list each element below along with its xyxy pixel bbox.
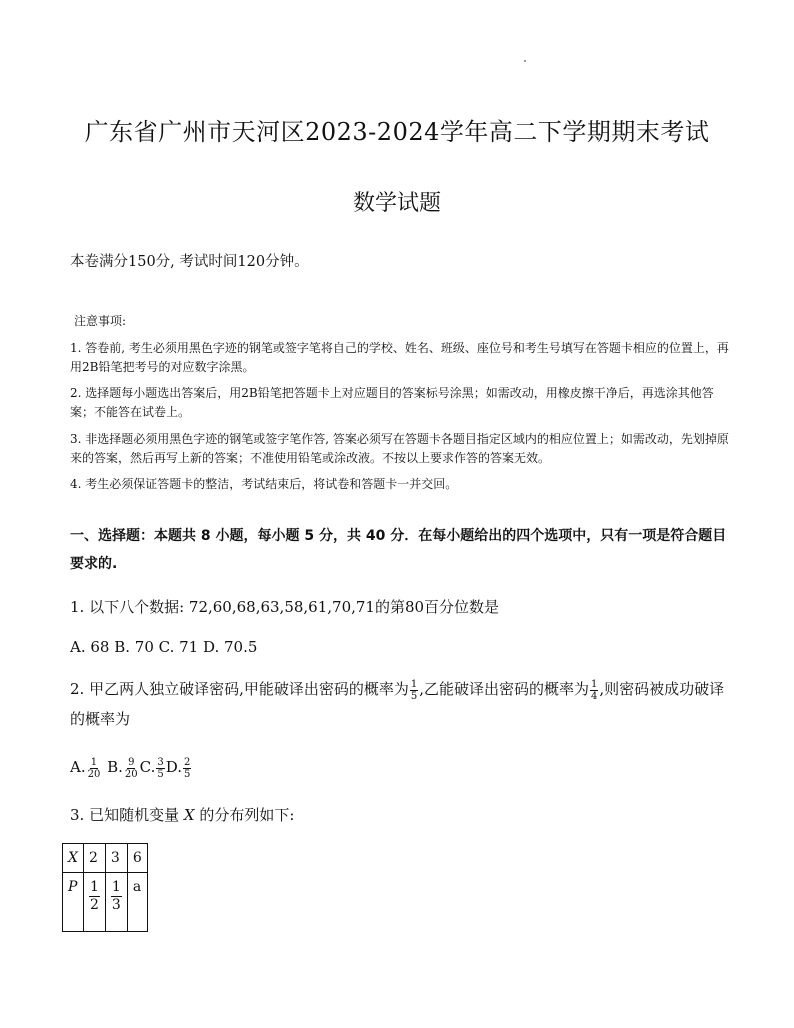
q2-option-b-num: 9 [128,756,135,768]
q2-option-d-den: 5 [184,768,191,780]
q2-option-d-num: 2 [184,756,191,768]
q3-text-2: 的分布列如下: [199,806,295,824]
q3-text-1: 3. 已知随机变量 [70,806,180,824]
table-fraction-num: 1 [111,879,121,895]
table-cell-x-6: 6 [127,844,147,873]
notice-item-2: 2. 选择题每小题选出答案后，用2B铅笔把答题卡上对应题目的答案标号涂黑；如需改动，用橡皮擦干净后，再选涂其他答案；不能答在试卷上。 [70,386,714,419]
table-cell-x-2: 2 [83,844,105,873]
table-cell-p-label: P [63,873,84,932]
scan-dot [524,60,526,62]
table-cell-x-3: 3 [105,844,127,873]
exam-title: 广东省广州市天河区2023-2024学年高二下学期期末考试 [84,118,710,146]
table-fraction-den: 3 [111,897,121,913]
question-1-options: A. 68 B. 70 C. 71 D. 70.5 [70,638,258,656]
table-cell-x-label: X [63,844,84,873]
table-fraction-den: 2 [89,897,99,913]
q3-variable: X [183,806,195,824]
q2-option-a-fraction [87,757,102,780]
question-3-stem [70,800,730,830]
notice-item-1: 1. 答卷前, 考生必须用黑色字迹的钢笔或签字笔将自己的学校、姓名、班级、座位号和考生号填写在答题卡相应的位置上，再用2B铅笔把考号的对应数字涂黑。 [70,341,729,374]
exam-subtitle: 数学试题 [352,191,441,216]
q2-option-c-label: C. [139,758,156,776]
table-cell-p-1 [83,873,105,932]
q2-option-d-label: D. [165,758,183,776]
q2-text-2: ,乙能破译出密码的概率为 [419,680,590,698]
table-cell-p-2 [105,873,127,932]
q2-option-c-num: 3 [157,756,164,768]
q2-option-a-den: 20 [87,768,101,780]
question-1-stem: 1. 以下八个数据: 72,60,68,63,58,61,70,71的第80百分位数是 [70,598,500,616]
q2-fraction-1-den: 5 [410,690,418,702]
exam-intro: 本卷满分150分, 考试时间120分钟。 [70,254,309,270]
q2-option-c-den: 5 [157,768,164,780]
q2-option-b-den: 20 [124,768,138,780]
q2-option-b-fraction [124,757,139,780]
notice-item-3: 3. 非选择题必须用黑色字迹的钢笔或签字笔作答, 答案必须写在答题卡各题目指定区域内的相应位置上；如需改动，先划掉原来的答案，然后再写上新的答案；不准使用铅笔或涂改液。不按以上要求作答的答案无效。 [70,432,729,465]
q2-text-3: ,则密码被成功破译的概率为 [70,680,725,728]
q2-option-a-num: 1 [90,756,98,768]
q2-fraction-1 [410,679,418,702]
q2-option-d-fraction [183,757,191,780]
q2-fraction-1-num: 1 [410,678,418,690]
q2-fraction-2-den: 4 [591,690,598,702]
section-heading: 一、选择题：本题共 8 小题，每小题 5 分，共 40 分．在每小题给出的四个选项中，只有一项是符合题目要求的. [70,528,727,572]
table-fraction [89,879,100,914]
table-fraction-num: 1 [89,879,99,895]
notice-item-4: 4. 考生必须保证答题卡的整洁，考试结束后，将试卷和答题卡一并交回。 [70,477,458,491]
distribution-table [62,843,148,932]
q2-option-b-label: B. [107,758,123,776]
q2-fraction-2 [590,679,598,702]
q2-option-a-label: A. [70,758,86,776]
q2-fraction-2-num: 1 [591,678,598,690]
table-row [63,873,148,932]
question-2-stem [70,674,730,734]
q2-option-c-fraction [156,757,164,780]
table-row [63,844,148,873]
q2-text-1: 2. 甲乙两人独立破译密码,甲能破译出密码的概率为 [70,680,409,698]
table-cell-p-3: a [127,873,147,932]
question-2-options [70,752,730,782]
table-fraction [111,879,122,914]
notice-heading: 注意事项: [74,314,127,328]
